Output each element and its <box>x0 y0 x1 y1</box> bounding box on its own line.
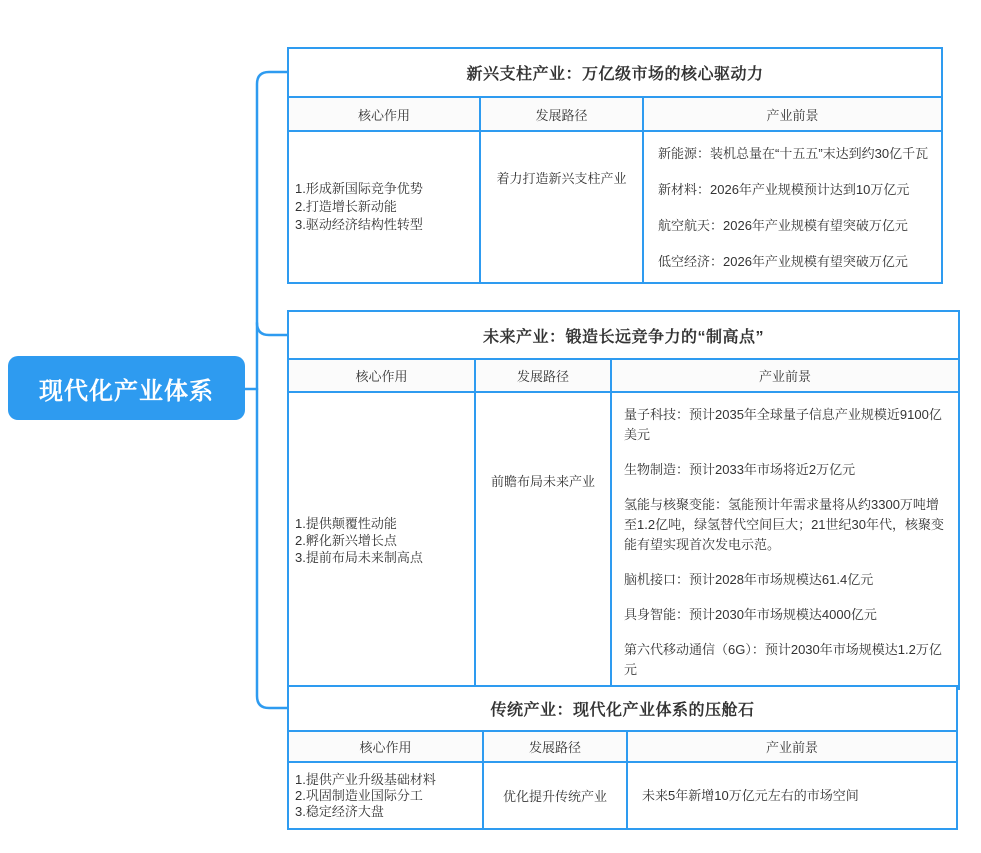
prospect-item: 第六代移动通信（6G）：预计2030年市场规模达1.2万亿元 <box>624 642 942 677</box>
core-role-item: 1.提供颠覆性动能 <box>295 516 397 531</box>
prospect-item: 低空经济：2026年产业规模有望突破万亿元 <box>658 254 908 269</box>
development-path-cell <box>474 393 610 688</box>
table-emerging-pillar-industries[interactable] <box>287 47 943 284</box>
column-header-development-path: 发展路径 <box>474 360 610 391</box>
core-role-item: 3.稳定经济大盘 <box>295 803 384 819</box>
prospect-item: 氢能与核聚变能：氢能预计年需求量将从约3300万吨增至1.2亿吨，绿氢替代空间巨大；21世纪30年代，核聚变能有望实现首次发电示范。 <box>624 497 944 552</box>
table-traditional-industries[interactable] <box>287 685 958 830</box>
development-path-text: 前瞻布局未来产业 <box>490 474 595 489</box>
branch-middle <box>257 323 287 335</box>
column-header-development-path: 发展路径 <box>479 98 642 130</box>
column-header-core-role: 核心作用 <box>289 98 479 130</box>
column-header-industry-prospects: 产业前景 <box>610 360 958 391</box>
column-header-development-path: 发展路径 <box>482 732 626 761</box>
core-roles-cell <box>289 132 479 282</box>
column-header-core-role: 核心作用 <box>289 732 482 761</box>
prospect-item: 量子科技：预计2035年全球量子信息产业规模近9100亿美元 <box>624 407 942 442</box>
development-path-text: 优化提升传统产业 <box>502 789 607 804</box>
branch-spine <box>257 72 287 708</box>
prospect-item: 未来5年新增10万亿元左右的市场空间 <box>642 787 859 803</box>
prospects-cell <box>626 763 956 828</box>
prospect-item: 生物制造：预计2033年市场将近2万亿元 <box>624 462 856 477</box>
prospect-item: 脑机接口：预计2028年市场规模达61.4亿元 <box>624 572 874 587</box>
prospects-cell <box>642 132 941 282</box>
prospect-item: 新材料：2026年产业规模预计达到10万亿元 <box>658 182 910 197</box>
prospects-cell <box>610 393 958 688</box>
core-role-item: 2.巩固制造业国际分工 <box>295 787 423 803</box>
prospect-item: 具身智能：预计2030年市场规模达4000亿元 <box>624 607 877 622</box>
core-role-item: 2.孵化新兴增长点 <box>295 533 397 548</box>
prospect-item: 航空航天：2026年产业规模有望突破万亿元 <box>658 218 908 233</box>
column-header-industry-prospects: 产业前景 <box>626 732 956 761</box>
column-header-core-role: 核心作用 <box>289 360 474 391</box>
column-header-industry-prospects: 产业前景 <box>642 98 941 130</box>
development-path-text: 着力打造新兴支柱产业 <box>496 171 627 186</box>
core-role-item: 3.驱动经济结构性转型 <box>295 217 423 232</box>
development-path-cell <box>479 132 642 282</box>
table-future-industries[interactable] <box>287 310 960 690</box>
root-node-label: 现代化产业体系 <box>39 377 214 405</box>
prospect-item: 新能源：装机总量在“十五五”末达到约30亿千瓦 <box>658 146 929 161</box>
root-node[interactable] <box>8 356 245 420</box>
development-path-cell <box>482 763 626 828</box>
core-roles-cell <box>289 393 474 688</box>
table-title: 新兴支柱产业：万亿级市场的核心驱动力 <box>289 49 941 98</box>
core-roles-cell <box>289 763 482 828</box>
core-role-item: 1.形成新国际竞争优势 <box>295 181 423 196</box>
core-role-item: 1.提供产业升级基础材料 <box>295 771 436 787</box>
table-title: 传统产业：现代化产业体系的压舱石 <box>289 687 956 732</box>
table-title: 未来产业：锻造长远竞争力的“制高点” <box>289 312 958 360</box>
core-role-item: 3.提前布局未来制高点 <box>295 550 423 565</box>
core-role-item: 2.打造增长新动能 <box>295 199 397 214</box>
